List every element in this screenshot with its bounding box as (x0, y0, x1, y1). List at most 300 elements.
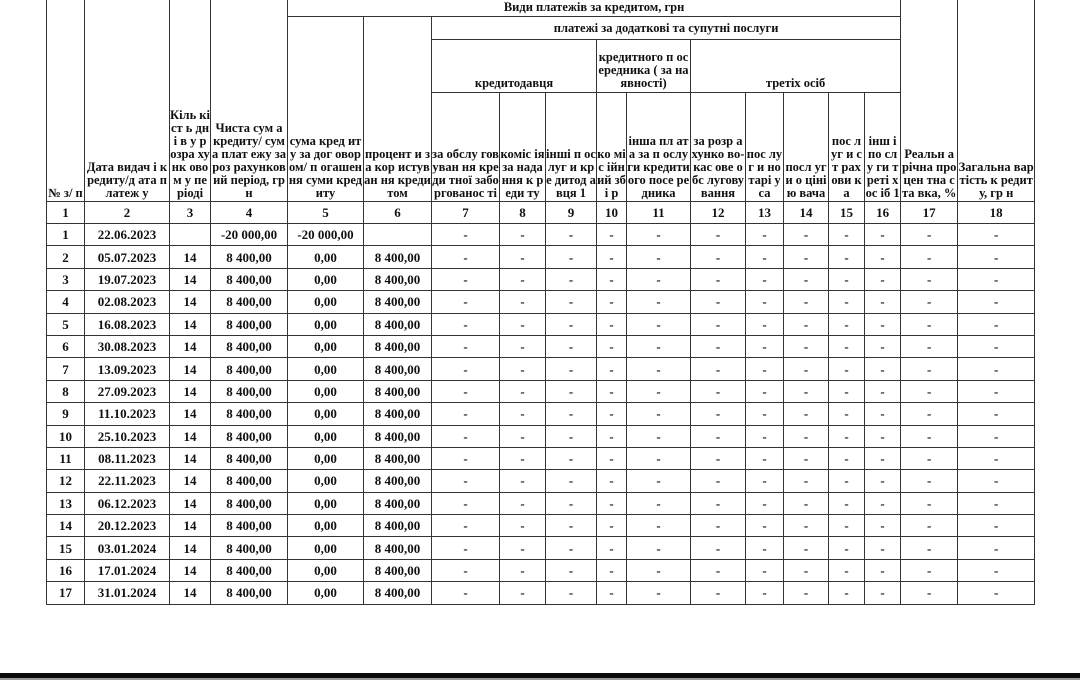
cell-other-lender: - (546, 335, 597, 357)
cell-row-number: 4 (47, 291, 85, 313)
column-number-cell: 7 (432, 202, 500, 224)
cell-other-third: - (865, 470, 901, 492)
cell-servicing: - (432, 559, 500, 581)
cell-net-amount: 8 400,00 (211, 291, 288, 313)
cell-total-cost: - (958, 291, 1035, 313)
cell-other-third: - (865, 380, 901, 402)
cell-principal: 0,00 (288, 582, 364, 604)
cell-other-intermediary: - (627, 403, 691, 425)
cell-servicing: - (432, 380, 500, 402)
cell-cash-service: - (691, 224, 746, 246)
cell-commission-fee: - (597, 515, 627, 537)
cell-interest: 8 400,00 (364, 582, 432, 604)
cell-date: 19.07.2023 (85, 268, 170, 290)
cell-other-third: - (865, 403, 901, 425)
cell-commission: - (500, 492, 546, 514)
cell-row-number: 1 (47, 224, 85, 246)
cell-other-third: - (865, 559, 901, 581)
cell-notary: - (746, 492, 784, 514)
cell-date: 20.12.2023 (85, 515, 170, 537)
cell-total-cost: - (958, 380, 1035, 402)
column-number-row (47, 202, 1035, 224)
cell-principal: 0,00 (288, 515, 364, 537)
cell-appraiser: - (784, 380, 829, 402)
cell-days: 14 (170, 403, 211, 425)
cell-servicing: - (432, 313, 500, 335)
cell-servicing: - (432, 470, 500, 492)
cell-other-intermediary: - (627, 582, 691, 604)
cell-date: 03.01.2024 (85, 537, 170, 559)
table-row (47, 313, 1035, 335)
cell-row-number: 2 (47, 246, 85, 268)
cell-date: 22.11.2023 (85, 470, 170, 492)
cell-apr: - (901, 447, 958, 469)
header-col-other-third: інш і по слу ги т реті х ос іб 1 (865, 93, 901, 202)
cell-date: 16.08.2023 (85, 313, 170, 335)
cell-insurer: - (829, 358, 865, 380)
column-number-cell: 5 (288, 202, 364, 224)
cell-date: 11.10.2023 (85, 403, 170, 425)
cell-commission: - (500, 358, 546, 380)
cell-net-amount: 8 400,00 (211, 268, 288, 290)
cell-apr: - (901, 559, 958, 581)
cell-other-lender: - (546, 425, 597, 447)
cell-commission: - (500, 313, 546, 335)
cell-principal: 0,00 (288, 358, 364, 380)
cell-other-intermediary: - (627, 335, 691, 357)
cell-notary: - (746, 403, 784, 425)
cell-notary: - (746, 559, 784, 581)
cell-apr: - (901, 358, 958, 380)
cell-principal: 0,00 (288, 313, 364, 335)
cell-appraiser: - (784, 537, 829, 559)
cell-appraiser: - (784, 515, 829, 537)
cell-total-cost: - (958, 358, 1035, 380)
cell-other-intermediary: - (627, 492, 691, 514)
payment-schedule-table (46, 0, 1035, 605)
cell-apr: - (901, 492, 958, 514)
cell-commission-fee: - (597, 246, 627, 268)
cell-apr: - (901, 224, 958, 246)
cell-servicing: - (432, 515, 500, 537)
cell-row-number: 9 (47, 403, 85, 425)
cell-net-amount: 8 400,00 (211, 515, 288, 537)
cell-insurer: - (829, 447, 865, 469)
cell-net-amount: 8 400,00 (211, 335, 288, 357)
cell-net-amount: 8 400,00 (211, 447, 288, 469)
header-col-other-intermediary: інша пл ата за п ослуги кредити ого посе редника (627, 93, 691, 202)
cell-notary: - (746, 582, 784, 604)
cell-days: 14 (170, 425, 211, 447)
cell-apr: - (901, 470, 958, 492)
cell-interest: 8 400,00 (364, 470, 432, 492)
cell-principal: -20 000,00 (288, 224, 364, 246)
cell-row-number: 13 (47, 492, 85, 514)
cell-net-amount: 8 400,00 (211, 246, 288, 268)
cell-apr: - (901, 291, 958, 313)
cell-other-third: - (865, 246, 901, 268)
cell-row-number: 6 (47, 335, 85, 357)
table-row (47, 291, 1035, 313)
cell-interest: 8 400,00 (364, 313, 432, 335)
cell-total-cost: - (958, 447, 1035, 469)
table-row (47, 358, 1035, 380)
cell-cash-service: - (691, 403, 746, 425)
cell-servicing: - (432, 335, 500, 357)
cell-cash-service: - (691, 492, 746, 514)
cell-commission-fee: - (597, 268, 627, 290)
cell-other-third: - (865, 537, 901, 559)
cell-cash-service: - (691, 582, 746, 604)
cell-other-third: - (865, 224, 901, 246)
cell-other-third: - (865, 335, 901, 357)
cell-other-lender: - (546, 224, 597, 246)
cell-notary: - (746, 380, 784, 402)
cell-other-third: - (865, 447, 901, 469)
cell-date: 17.01.2024 (85, 559, 170, 581)
header-col-commission: коміс ія за нада ння к реди ту (500, 93, 546, 202)
cell-insurer: - (829, 492, 865, 514)
cell-commission: - (500, 582, 546, 604)
cell-other-third: - (865, 268, 901, 290)
cell-other-intermediary: - (627, 515, 691, 537)
cell-commission: - (500, 403, 546, 425)
cell-other-intermediary: - (627, 537, 691, 559)
cell-commission-fee: - (597, 559, 627, 581)
cell-insurer: - (829, 559, 865, 581)
cell-days: 14 (170, 313, 211, 335)
cell-other-third: - (865, 492, 901, 514)
column-number-cell: 10 (597, 202, 627, 224)
cell-other-intermediary: - (627, 470, 691, 492)
cell-cash-service: - (691, 291, 746, 313)
cell-other-lender: - (546, 470, 597, 492)
cell-appraiser: - (784, 291, 829, 313)
column-number-cell: 4 (211, 202, 288, 224)
cell-servicing: - (432, 403, 500, 425)
cell-days: 14 (170, 291, 211, 313)
cell-other-intermediary: - (627, 246, 691, 268)
cell-other-intermediary: - (627, 224, 691, 246)
cell-other-intermediary: - (627, 291, 691, 313)
cell-row-number: 8 (47, 380, 85, 402)
cell-date: 08.11.2023 (85, 447, 170, 469)
cell-apr: - (901, 268, 958, 290)
column-number-cell: 1 (47, 202, 85, 224)
cell-other-intermediary: - (627, 358, 691, 380)
cell-notary: - (746, 313, 784, 335)
header-col-cash-service: за розр ахунко во- кас ове обс лугову вання (691, 93, 746, 202)
cell-net-amount: 8 400,00 (211, 380, 288, 402)
cell-other-third: - (865, 313, 901, 335)
cell-other-intermediary: - (627, 268, 691, 290)
cell-notary: - (746, 224, 784, 246)
header-group-payment-types: Види платежів за кредитом, грн (288, 0, 901, 17)
cell-insurer: - (829, 313, 865, 335)
cell-total-cost: - (958, 335, 1035, 357)
cell-interest: 8 400,00 (364, 425, 432, 447)
cell-interest: 8 400,00 (364, 246, 432, 268)
cell-servicing: - (432, 582, 500, 604)
cell-days: 14 (170, 492, 211, 514)
cell-interest: 8 400,00 (364, 492, 432, 514)
header-col-commission-fee: ко міс ійн ий збі р (597, 93, 627, 202)
cell-commission: - (500, 515, 546, 537)
cell-other-intermediary: - (627, 380, 691, 402)
column-number-cell: 6 (364, 202, 432, 224)
table-row (47, 403, 1035, 425)
cell-net-amount: 8 400,00 (211, 403, 288, 425)
table-row (47, 268, 1035, 290)
cell-net-amount: 8 400,00 (211, 470, 288, 492)
cell-cash-service: - (691, 447, 746, 469)
cell-appraiser: - (784, 492, 829, 514)
column-number-cell: 9 (546, 202, 597, 224)
cell-apr: - (901, 425, 958, 447)
cell-row-number: 3 (47, 268, 85, 290)
cell-commission: - (500, 470, 546, 492)
cell-days: 14 (170, 537, 211, 559)
header-col-servicing: за обслу говуван ня креди тної забо ргованос ті (432, 93, 500, 202)
cell-other-intermediary: - (627, 559, 691, 581)
cell-appraiser: - (784, 559, 829, 581)
cell-appraiser: - (784, 447, 829, 469)
cell-cash-service: - (691, 515, 746, 537)
cell-interest: 8 400,00 (364, 559, 432, 581)
cell-notary: - (746, 470, 784, 492)
table-row (47, 246, 1035, 268)
cell-commission-fee: - (597, 335, 627, 357)
cell-commission-fee: - (597, 358, 627, 380)
column-number-cell: 13 (746, 202, 784, 224)
cell-interest: 8 400,00 (364, 403, 432, 425)
cell-notary: - (746, 246, 784, 268)
cell-commission: - (500, 335, 546, 357)
cell-other-third: - (865, 358, 901, 380)
cell-cash-service: - (691, 380, 746, 402)
cell-other-lender: - (546, 246, 597, 268)
cell-appraiser: - (784, 268, 829, 290)
cell-appraiser: - (784, 246, 829, 268)
table-row (47, 425, 1035, 447)
cell-appraiser: - (784, 224, 829, 246)
header-col-net-amount: Чиста сум а кредиту/ сума плат ежу за роз рахунков ий період, грн (211, 0, 288, 202)
header-col-no: № з/ п (47, 0, 85, 202)
header-group-additional-services: платежі за додаткові та супутні послуги (432, 17, 901, 40)
cell-notary: - (746, 425, 784, 447)
cell-notary: - (746, 358, 784, 380)
cell-net-amount: 8 400,00 (211, 537, 288, 559)
column-number-cell: 8 (500, 202, 546, 224)
cell-principal: 0,00 (288, 559, 364, 581)
cell-total-cost: - (958, 492, 1035, 514)
cell-row-number: 10 (47, 425, 85, 447)
cell-net-amount: 8 400,00 (211, 559, 288, 581)
cell-row-number: 5 (47, 313, 85, 335)
cell-other-intermediary: - (627, 447, 691, 469)
cell-other-third: - (865, 291, 901, 313)
bottom-divider-shadow (0, 678, 1080, 680)
cell-cash-service: - (691, 313, 746, 335)
cell-commission-fee: - (597, 380, 627, 402)
header-col-principal: сума кред иту за дог овором/ п огашення суми кред иту (288, 17, 364, 202)
cell-net-amount: 8 400,00 (211, 358, 288, 380)
header-col-apr: Реальн а річна процен тна ста вка, % (901, 0, 958, 202)
cell-insurer: - (829, 582, 865, 604)
column-number-cell: 15 (829, 202, 865, 224)
cell-appraiser: - (784, 358, 829, 380)
cell-other-lender: - (546, 559, 597, 581)
header-col-insurer: пос луг и ст рах ови ка (829, 93, 865, 202)
cell-insurer: - (829, 425, 865, 447)
cell-other-third: - (865, 425, 901, 447)
table-row (47, 224, 1035, 246)
cell-servicing: - (432, 291, 500, 313)
cell-row-number: 11 (47, 447, 85, 469)
cell-notary: - (746, 515, 784, 537)
cell-date: 06.12.2023 (85, 492, 170, 514)
cell-days: 14 (170, 335, 211, 357)
cell-insurer: - (829, 537, 865, 559)
cell-servicing: - (432, 246, 500, 268)
cell-appraiser: - (784, 425, 829, 447)
cell-date: 31.01.2024 (85, 582, 170, 604)
cell-apr: - (901, 380, 958, 402)
cell-apr: - (901, 515, 958, 537)
cell-appraiser: - (784, 313, 829, 335)
cell-row-number: 15 (47, 537, 85, 559)
cell-days: 14 (170, 358, 211, 380)
cell-total-cost: - (958, 470, 1035, 492)
cell-principal: 0,00 (288, 537, 364, 559)
column-number-cell: 16 (865, 202, 901, 224)
cell-row-number: 12 (47, 470, 85, 492)
cell-commission-fee: - (597, 470, 627, 492)
cell-appraiser: - (784, 403, 829, 425)
column-number-cell: 17 (901, 202, 958, 224)
cell-principal: 0,00 (288, 268, 364, 290)
cell-commission-fee: - (597, 492, 627, 514)
table-row (47, 582, 1035, 604)
cell-insurer: - (829, 224, 865, 246)
cell-total-cost: - (958, 246, 1035, 268)
cell-cash-service: - (691, 358, 746, 380)
table-body (47, 202, 1035, 605)
cell-days: 14 (170, 246, 211, 268)
cell-net-amount: 8 400,00 (211, 582, 288, 604)
column-number-cell: 18 (958, 202, 1035, 224)
header-col-interest: процент и за кор истуван ня креди том (364, 17, 432, 202)
cell-days: 14 (170, 447, 211, 469)
cell-other-lender: - (546, 380, 597, 402)
header-col-date: Дата видач і кредиту/д ата платеж у (85, 0, 170, 202)
cell-servicing: - (432, 425, 500, 447)
header-col-other-lender: інші п ослуг и кре дитод авця 1 (546, 93, 597, 202)
cell-insurer: - (829, 470, 865, 492)
cell-other-lender: - (546, 358, 597, 380)
cell-commission: - (500, 447, 546, 469)
cell-interest: 8 400,00 (364, 537, 432, 559)
cell-other-lender: - (546, 291, 597, 313)
column-number-cell: 11 (627, 202, 691, 224)
cell-principal: 0,00 (288, 380, 364, 402)
cell-insurer: - (829, 515, 865, 537)
column-number-cell: 12 (691, 202, 746, 224)
cell-principal: 0,00 (288, 425, 364, 447)
header-col-days: Кіль кіст ь дні в у р озра хунк овом у пе ріоді (170, 0, 211, 202)
table-row (47, 335, 1035, 357)
column-number-cell: 2 (85, 202, 170, 224)
cell-interest: 8 400,00 (364, 515, 432, 537)
table-row (47, 447, 1035, 469)
cell-days: 14 (170, 380, 211, 402)
cell-interest: 8 400,00 (364, 268, 432, 290)
cell-notary: - (746, 291, 784, 313)
cell-appraiser: - (784, 470, 829, 492)
cell-apr: - (901, 537, 958, 559)
cell-apr: - (901, 246, 958, 268)
cell-insurer: - (829, 403, 865, 425)
cell-date: 02.08.2023 (85, 291, 170, 313)
cell-net-amount: 8 400,00 (211, 425, 288, 447)
cell-commission: - (500, 380, 546, 402)
cell-interest: 8 400,00 (364, 291, 432, 313)
cell-total-cost: - (958, 515, 1035, 537)
cell-interest (364, 224, 432, 246)
cell-total-cost: - (958, 224, 1035, 246)
header-group-third-parties: третіх осіб (691, 40, 901, 93)
cell-cash-service: - (691, 470, 746, 492)
cell-other-lender: - (546, 313, 597, 335)
cell-other-third: - (865, 582, 901, 604)
cell-insurer: - (829, 335, 865, 357)
cell-appraiser: - (784, 582, 829, 604)
cell-other-lender: - (546, 268, 597, 290)
cell-principal: 0,00 (288, 335, 364, 357)
cell-notary: - (746, 268, 784, 290)
cell-days (170, 224, 211, 246)
cell-other-third: - (865, 515, 901, 537)
cell-principal: 0,00 (288, 447, 364, 469)
cell-other-lender: - (546, 447, 597, 469)
column-number-cell: 14 (784, 202, 829, 224)
header-col-notary: пос луг и но тарі уса (746, 93, 784, 202)
cell-interest: 8 400,00 (364, 335, 432, 357)
cell-interest: 8 400,00 (364, 380, 432, 402)
cell-commission: - (500, 537, 546, 559)
cell-apr: - (901, 403, 958, 425)
cell-appraiser: - (784, 335, 829, 357)
cell-interest: 8 400,00 (364, 447, 432, 469)
cell-commission-fee: - (597, 425, 627, 447)
cell-notary: - (746, 447, 784, 469)
cell-principal: 0,00 (288, 403, 364, 425)
cell-commission: - (500, 425, 546, 447)
cell-apr: - (901, 582, 958, 604)
cell-principal: 0,00 (288, 492, 364, 514)
cell-date: 22.06.2023 (85, 224, 170, 246)
cell-other-intermediary: - (627, 425, 691, 447)
cell-total-cost: - (958, 313, 1035, 335)
cell-date: 27.09.2023 (85, 380, 170, 402)
cell-commission: - (500, 559, 546, 581)
header-group-lender: кредитодавця (432, 40, 597, 93)
cell-other-lender: - (546, 537, 597, 559)
column-number-cell: 3 (170, 202, 211, 224)
cell-servicing: - (432, 492, 500, 514)
table-row (47, 515, 1035, 537)
cell-days: 14 (170, 515, 211, 537)
